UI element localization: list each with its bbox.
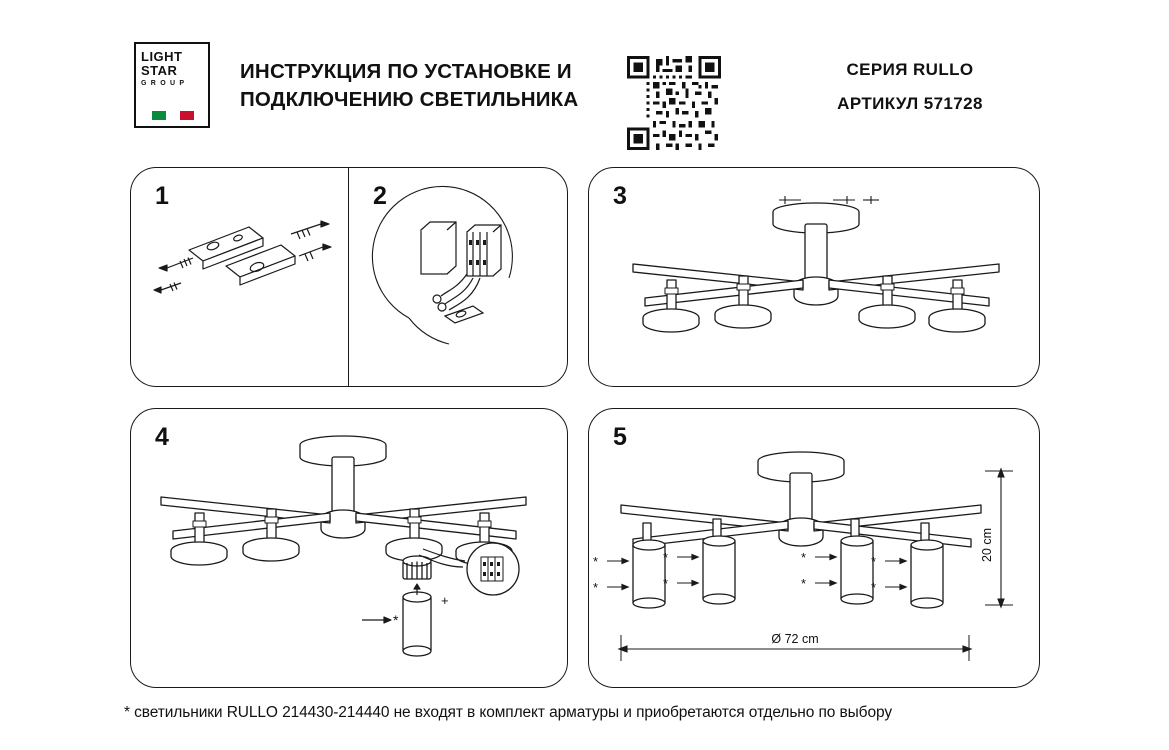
brand-logo (134, 42, 210, 128)
product-info (760, 60, 1060, 114)
asterisk-marker: * (801, 550, 807, 565)
asterisk-marker: * (593, 580, 599, 595)
step-number-4: 4 (155, 423, 169, 451)
asterisk-marker: * (663, 550, 669, 565)
step-2-illustration (349, 168, 569, 388)
footnote: * светильники RULLO 214430-214440 не входят в комплект арматуры и приобретаются отдельно по выбору (124, 704, 892, 721)
step-number-5: 5 (613, 423, 627, 451)
plus-marker: + (441, 593, 449, 608)
asterisk-marker: * (393, 612, 399, 628)
qr-code-icon (627, 56, 721, 150)
page-title-line-1: ИНСТРУКЦИЯ ПО УСТАНОВКЕ И (240, 60, 572, 83)
step-panel-4 (130, 408, 568, 688)
step-panel-5 (588, 408, 1040, 688)
asterisk-marker: * (871, 580, 877, 595)
step-4-illustration (131, 409, 569, 689)
asterisk-marker: * (801, 576, 807, 591)
step-3-illustration (589, 168, 1041, 388)
step-number-1: 1 (155, 182, 169, 210)
asterisk-marker: * (663, 576, 669, 591)
step-number-3: 3 (613, 182, 627, 210)
italy-flag-icon (152, 111, 194, 120)
logo-line-1: LIGHT (141, 49, 183, 64)
diameter-dimension-label: Ø 72 cm (771, 632, 819, 646)
page-title-line-2: ПОДКЛЮЧЕНИЮ СВЕТИЛЬНИКА (240, 88, 579, 111)
height-dimension-label: 20 cm (980, 527, 994, 563)
step-5-illustration (589, 409, 1041, 689)
step-panel-1 (130, 167, 349, 387)
step-panel-3 (588, 167, 1040, 387)
article-label: АРТИКУЛ 571728 (837, 94, 983, 113)
asterisk-marker: * (871, 554, 877, 569)
logo-line-3: G R O U P (141, 80, 186, 87)
step-1-illustration (131, 168, 350, 388)
header (120, 34, 1060, 134)
page-title (240, 58, 620, 114)
step-panel-2 (348, 167, 568, 387)
logo-line-2: STAR (141, 63, 178, 78)
series-label: СЕРИЯ RULLO (846, 60, 974, 79)
asterisk-marker: * (593, 554, 599, 569)
step-number-2: 2 (373, 182, 387, 210)
